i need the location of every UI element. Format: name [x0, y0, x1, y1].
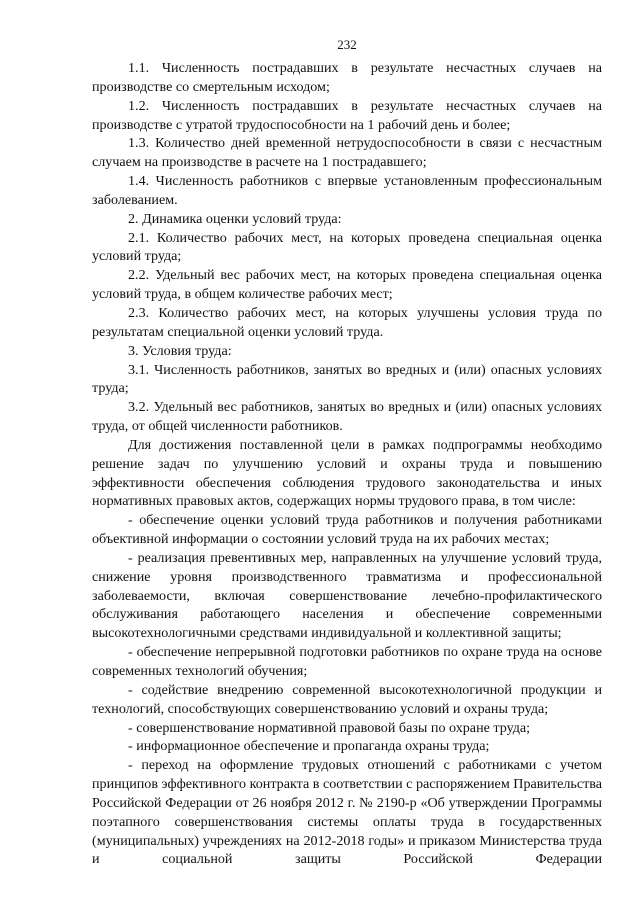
list-item-assessment: - обеспечение оценки условий труда работников и получения работниками объективной информации о состоянии условий труда на их рабочих местах;: [92, 512, 602, 548]
list-item-information: - информационное обеспечение и пропаганда охраны труда;: [128, 738, 490, 755]
list-item-regulation: - совершенствование нормативной правовой базы по охране труда;: [128, 719, 531, 736]
paragraph-1-2: 1.2. Численность пострадавших в результате несчастных случаев на производстве с утратой трудоспособности на 1 рабочий день и более;: [92, 97, 602, 133]
list-item-training: - обеспечение непрерывной подготовки работников по охране труда на основе современных технологий обучения;: [92, 644, 602, 679]
paragraph-3-2: 3.2. Удельный вес работников, занятых во вредных и (или) опасных условиях труда, от общей численности работников.: [92, 399, 602, 435]
list-item-preventive-measures: - реализация превентивных мер, направленных на улучшение условий труда, снижение уровня производственного травматизма и профессиональной заболеваемости, включая совершенствование лечебно-профилактического обслуживания работающего населения и обеспечение современными высокотехнологичными средствами индивидуальной и коллективной защиты;: [92, 549, 602, 642]
paragraph-tasks-intro: Для достижения поставленной цели в рамках подпрограммы необходимо решение задач по улучшению условий и охраны труда и повышению эффективности обеспечения соблюдения трудового законодательства и иных нормативных правовых актов, содержащих нормы трудового права, в том числе:: [92, 436, 602, 510]
page-number: 232: [337, 37, 357, 52]
paragraph-2-3: 2.3. Количество рабочих мест, на которых улучшены условия труда по результатам специальной оценки условий труда.: [92, 304, 602, 340]
paragraph-3-1: 3.1. Численность работников, занятых во вредных и (или) опасных условиях труда;: [92, 361, 602, 397]
document-body: [92, 59, 602, 869]
paragraph-2-2: 2.2. Удельный вес рабочих мест, на которых проведена специальная оценка условий труда, в общем количестве рабочих мест;: [92, 267, 602, 303]
list-item-effective-contract: - переход на оформление трудовых отношений с работниками с учетом принципов эффективного контракта в соответствии с распоряжением Правительства Российской Федерации от 26 ноября 2012 г. № 2190-р «Об утверждении Программы поэтапного совершенствования системы оплаты труда в государственных (муниципальных) учреждениях на 2012-2018 годы» и приказом Министерства труда и социальной защиты Российской Федерации: [92, 757, 602, 868]
paragraph-1-3: 1.3. Количество дней временной нетрудоспособности в связи с несчастным случаем на производстве в расчете на 1 пострадавшего;: [92, 135, 602, 171]
paragraph-2: 2. Динамика оценки условий труда:: [128, 210, 342, 227]
paragraph-1-4: 1.4. Численность работников с впервые установленным профессиональным заболеванием.: [92, 173, 602, 208]
paragraph-2-1: 2.1. Количество рабочих мест, на которых проведена специальная оценка условий труда;: [92, 229, 602, 265]
list-item-technology: - содействие внедрению современной высокотехнологичной продукции и технологий, способствующих совершенствованию условий и охраны труда;: [92, 681, 602, 717]
paragraph-1-1: 1.1. Численность пострадавших в результате несчастных случаев на производстве со смертельным исходом;: [92, 60, 602, 95]
paragraph-3: 3. Условия труда:: [128, 342, 232, 359]
